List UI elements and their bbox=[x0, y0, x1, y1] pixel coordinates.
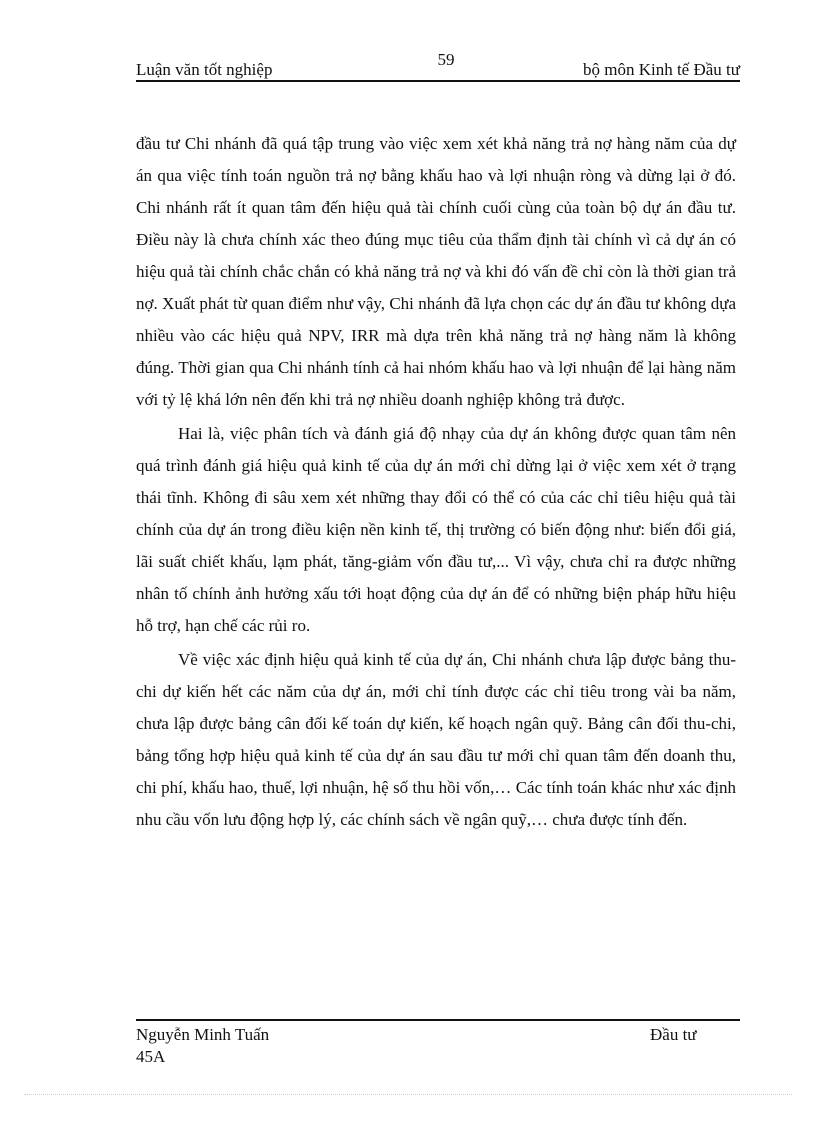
header-divider bbox=[136, 80, 740, 82]
body-text bbox=[136, 128, 736, 836]
footer-major: Đầu tư bbox=[650, 1025, 697, 1044]
page-bottom-dotted-line bbox=[24, 1094, 792, 1095]
header-department: bộ môn Kinh tế Đầu tư bbox=[582, 60, 740, 79]
header-thesis-title: Luận văn tốt nghiệp bbox=[136, 60, 273, 79]
footer-class: 45A bbox=[136, 1047, 166, 1066]
footer-author: Nguyễn Minh Tuấn bbox=[136, 1025, 270, 1044]
footer-divider bbox=[136, 1019, 740, 1021]
paragraph-continuation: đầu tư Chi nhánh đã quá tập trung vào việc xem xét khả năng trả nợ hàng năm của dự án qua việc tính toán nguồn trả nợ bằng khấu hao và lợi nhuận ròng và dừng lại ở đó. Chi nhánh rất ít quan tâm đến hiệu quả tài chính cuối cùng của toàn bộ dự án đầu tư. Điều này là chưa chính xác theo đúng mục tiêu của thẩm định tài chính vì cả dự án có hiệu quả tài chính chắc chắn có khả năng trả nợ và khi đó vấn đề chỉ còn là thời gian trả nợ. Xuất phát từ quan điểm như vậy, Chi nhánh đã lựa chọn các dự án đầu tư không dựa nhiều vào các hiệu quả NPV, IRR mà dựa trên khả năng trả nợ hàng năm là không đúng. Thời gian qua Chi nhánh tính cả hai nhóm khấu hao và lợi nhuận để lại hàng năm với tỷ lệ khá lớn nên đến khi trả nợ nhiều doanh nghiệp không trả được. bbox=[136, 134, 736, 409]
paragraph-economic-efficiency: Về việc xác định hiệu quả kinh tế của dự án, Chi nhánh chưa lập được bảng thu-chi dự kiến hết các năm của dự án, mới chỉ tính được các chỉ tiêu trong vài ba năm, chưa lập được bảng cân đối kế toán dự kiến, kế hoạch ngân quỹ. Bảng cân đối thu-chi, bảng tổng hợp hiệu quả kinh tế của dự án sau đầu tư mới chỉ quan tâm đến doanh thu, chi phí, khấu hao, thuế, lợi nhuận, hệ số thu hồi vốn,… Các tính toán khác như xác định nhu cầu vốn lưu động hợp lý, các chính sách về ngân quỹ,… chưa được tính đến. bbox=[136, 650, 736, 829]
page-number: 59 bbox=[437, 50, 455, 69]
paragraph-sensitivity-analysis: Hai là, việc phân tích và đánh giá độ nhạy của dự án không được quan tâm nên quá trình đánh giá hiệu quả kinh tế của dự án mới chỉ dừng lại ở việc xem xét ở trạng thái tĩnh. Không đi sâu xem xét những thay đổi có thể có của các chỉ tiêu hiệu quả tài chính của dự án trong điều kiện nền kinh tế, thị trường có biến động như: biến đổi giá, lãi suất chiết khấu, lạm phát, tăng-giảm vốn đầu tư,... Vì vậy, chưa chỉ ra được những nhân tố chính ảnh hưởng xấu tới hoạt động của dự án để có những biện pháp hữu hiệu hỗ trợ, hạn chế các rủi ro. bbox=[136, 424, 736, 635]
